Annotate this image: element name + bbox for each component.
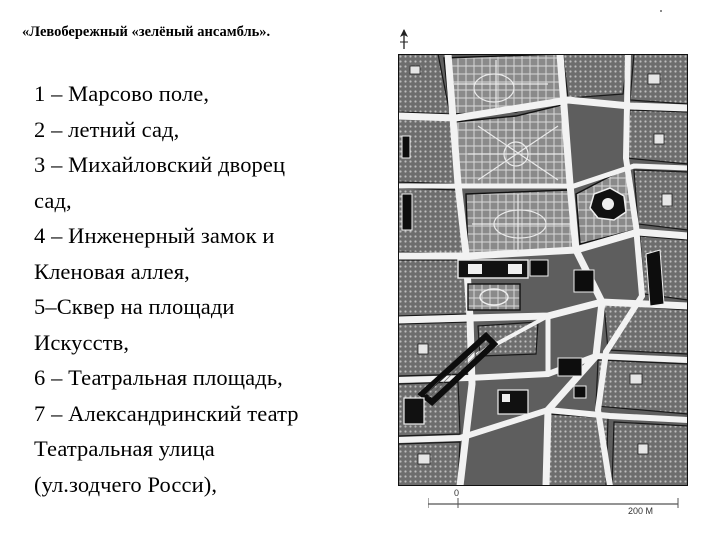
legend-line: 3 – Михайловский дворец (34, 152, 286, 177)
scale-start-label: 0 (454, 488, 460, 498)
legend-line: 2 – летний сад, (34, 116, 180, 142)
legend-line: Кленовая аллея, (34, 258, 190, 284)
map-scale-bar (428, 488, 690, 516)
city-plan-map (398, 54, 688, 486)
decorative-dot (660, 10, 662, 12)
north-arrow-icon (397, 28, 411, 50)
slide-title: «Левобережный «зелёный ансамбль». (22, 24, 271, 40)
legend-line: (ул.зодчего Росси), (34, 471, 218, 497)
legend-line: 5–Сквер на площади (34, 294, 235, 319)
legend-line: 4 – Инженерный замок и (34, 223, 275, 248)
scale-end-label: 200 М (628, 506, 654, 516)
map-legend (34, 76, 394, 502)
legend-line: Искусств, (34, 329, 130, 355)
legend-line: сад, (34, 187, 72, 213)
legend-line: 6 – Театральная площадь, (34, 365, 283, 390)
legend-line: 7 – Александринский театр (34, 400, 299, 426)
legend-line: 1 – Марсово поле, (34, 81, 210, 106)
legend-line: Театральная улица (34, 436, 215, 461)
